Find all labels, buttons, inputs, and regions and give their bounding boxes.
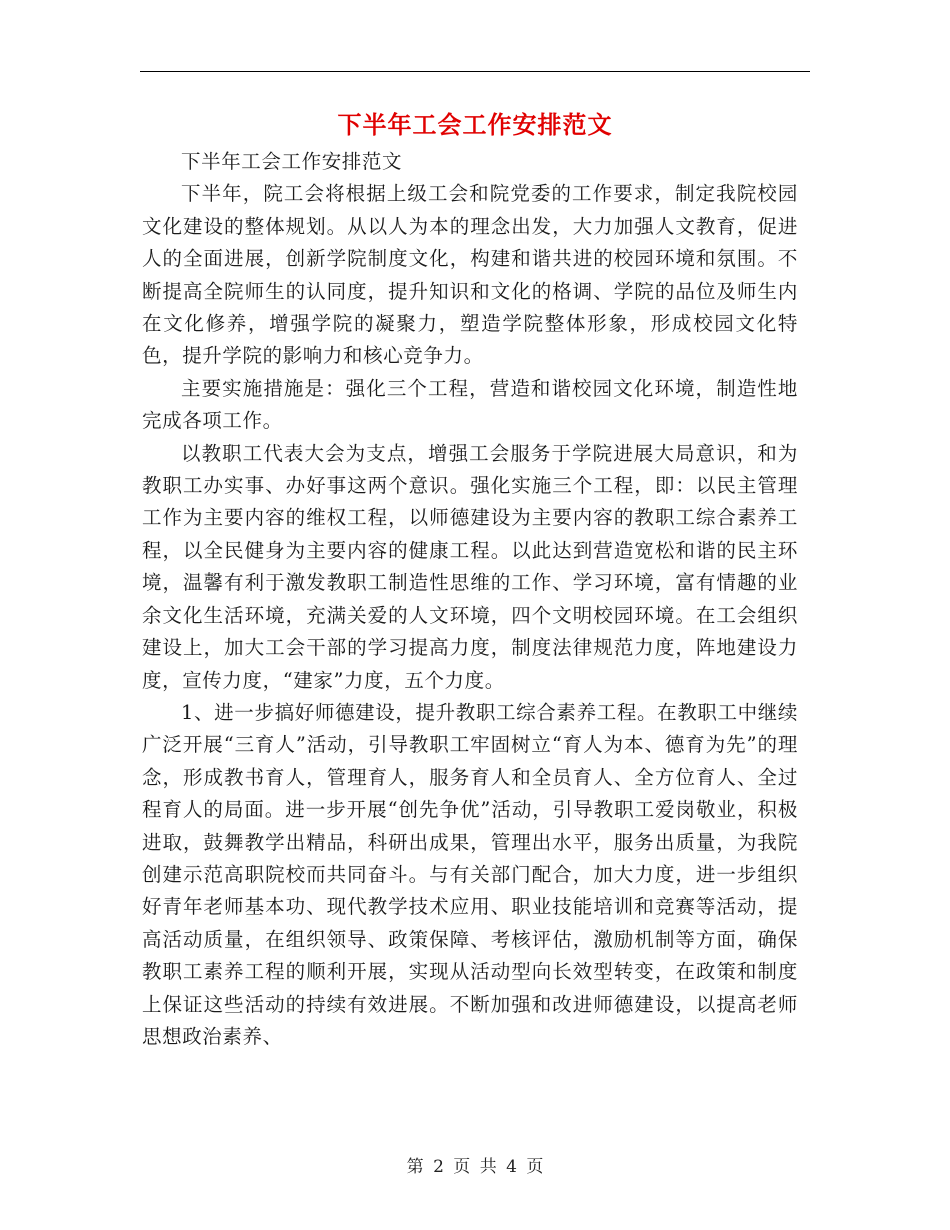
paragraph-intro: 下半年，院工会将根据上级工会和院党委的工作要求，制定我院校园文化建设的整体规划。从以人为本的理念出发，大力加强人文教育，促进人的全面进展，创新学院制度文化，构建和谐共进的校园环境和氛围。不断提高全院师生的认同度，提升知识和文化的格调、学院的品位及师生内在文化修养，增强学院的凝聚力，塑造学院整体形象，形成校园文化特色，提升学院的影响力和核心竞争力。 bbox=[142, 182, 798, 368]
paragraph-measures: 主要实施措施是：强化三个工程，营造和谐校园文化环境，制造性地完成各项工作。 bbox=[142, 376, 798, 433]
document-body bbox=[142, 146, 798, 1053]
paragraph-item-1: 1、进一步搞好师德建设，提升教职工综合素养工程。在教职工中继续广泛开展“三育人”活动，引导教职工牢固树立“育人为本、德育为先”的理念，形成教书育人，管理育人，服务育人和全员育人、全方位育人、全过程育人的局面。进一步开展“创先争优”活动，引导教职工爱岗敬业，积极进取，鼓舞教学出精品，科研出成果，管理出水平，服务出质量，为我院创建示范高职院校而共同奋斗。与有关部门配合，加大力度，进一步组织好青年老师基本功、现代教学技术应用、职业技能培训和竞赛等活动，提高活动质量，在组织领导、政策保障、考核评估，激励机制等方面，确保教职工素养工程的顺利开展，实现从活动型向长效型转变，在政策和制度上保证这些活动的持续有效进展。不断加强和改进师德建设，以提高老师思想政治素养、 bbox=[142, 700, 798, 1048]
page-number: 第 2 页 共 4 页 bbox=[406, 1157, 544, 1177]
header-rule bbox=[140, 71, 810, 72]
paragraph-subtitle: 下半年工会工作安排范文 bbox=[181, 150, 403, 173]
document-title: 下半年工会工作安排范文 bbox=[337, 110, 613, 139]
paragraph-three-projects: 以教职工代表大会为支点，增强工会服务于学院进展大局意识，和为教职工办实事、办好事这两个意识。强化实施三个工程，即：以民主管理工作为主要内容的维权工程，以师德建设为主要内容的教职工综合素养工程，以全民健身为主要内容的健康工程。以此达到营造宽松和谐的民主环境，温馨有利于激发教职工制造性思维的工作、学习环境，富有情趣的业余文化生活环境，充满关爱的人文环境，四个文明校园环境。在工会组织建设上，加大工会干部的学习提高力度，制度法律规范力度，阵地建设力度，宣传力度，“建家”力度，五个力度。 bbox=[142, 441, 798, 692]
